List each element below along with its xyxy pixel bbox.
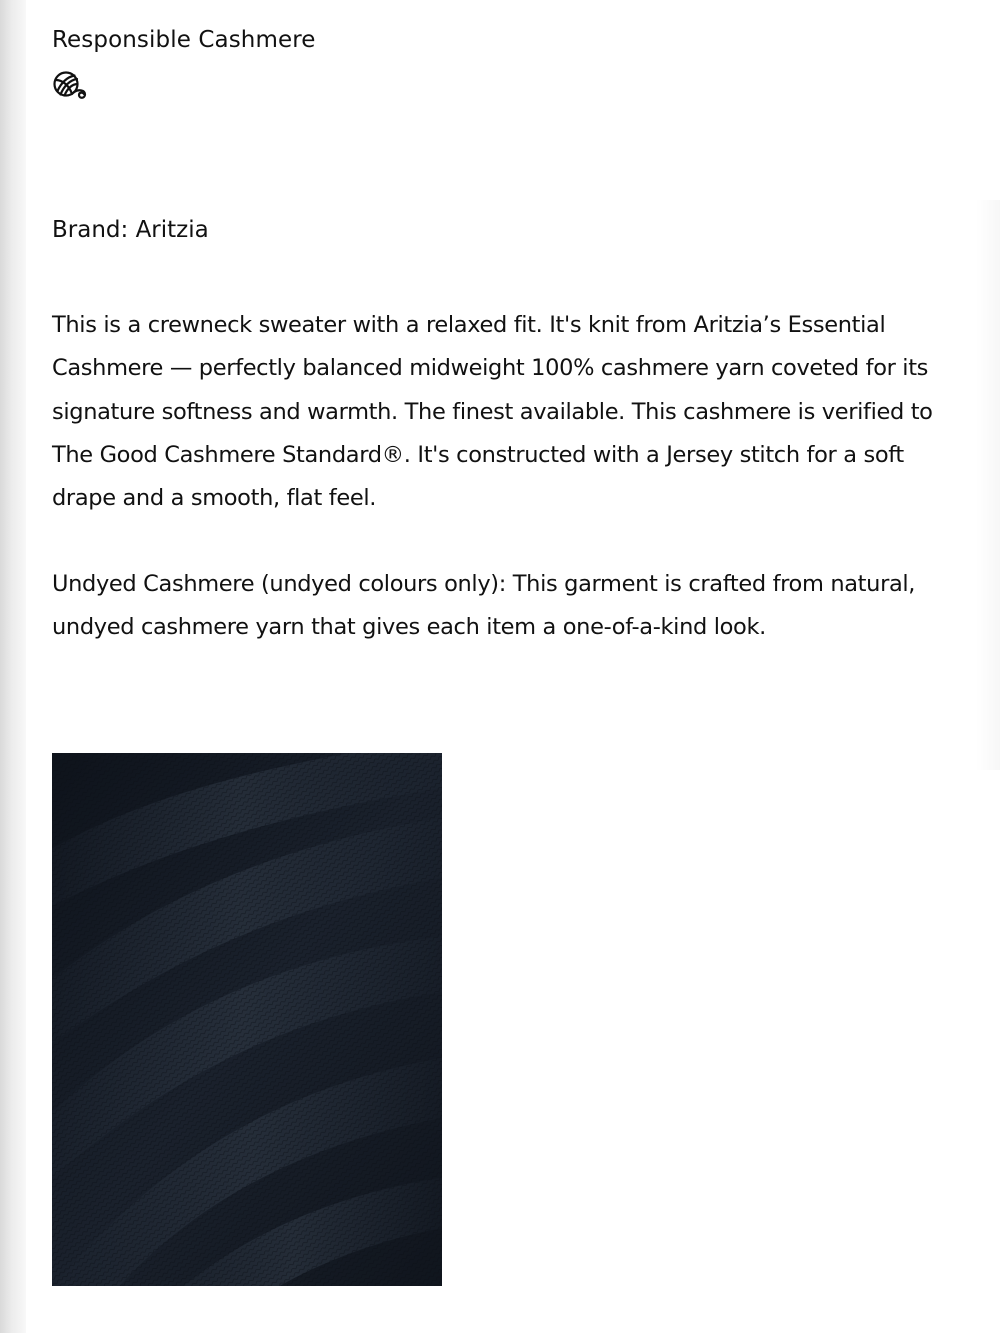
brand-line: Brand: Aritzia — [52, 217, 209, 243]
page-edge-shadow — [0, 0, 26, 1333]
undyed-note: Undyed Cashmere (undyed colours only): This garment is crafted from natural, undyed cashmere yarn that gives each item a one-of-a-kind look. — [52, 571, 916, 641]
section-title: Responsible Cashmere — [52, 27, 316, 53]
product-description: This is a crewneck sweater with a relaxed fit. It's knit from Aritzia’s Essential Cashmere — perfectly balanced midweight 100% cashmere yarn coveted for its signature softness and warmth. The finest available. This cashmere is verified to The Good Cashmere Standard®. It's constructed with a Jersey stitch for a soft drape and a smooth, flat feel. — [52, 312, 933, 512]
fabric-swatch-image — [52, 753, 442, 1286]
yarn-ball-icon — [52, 70, 88, 106]
scroll-edge-shadow — [976, 200, 1000, 770]
